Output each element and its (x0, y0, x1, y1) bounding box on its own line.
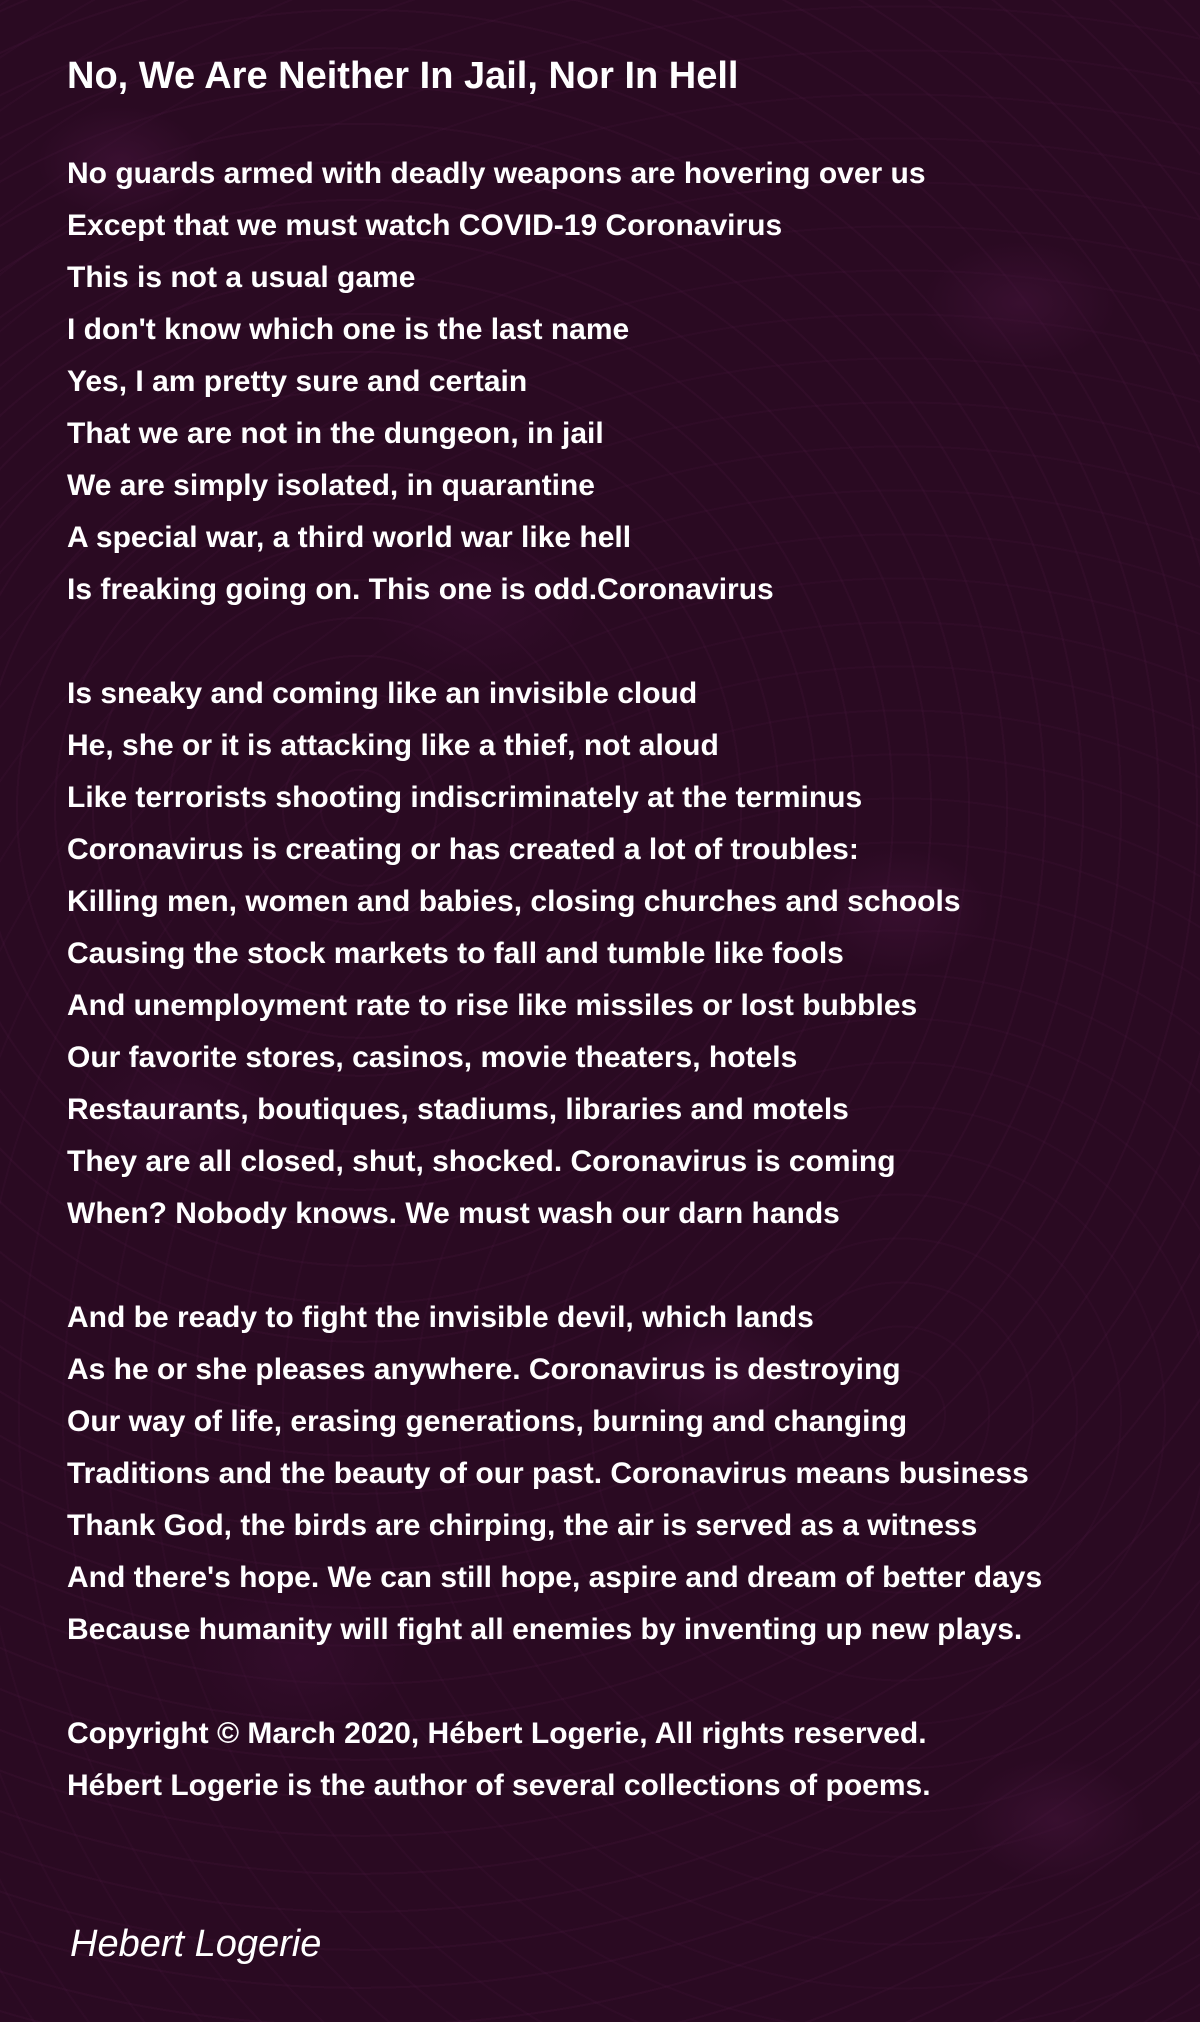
poem-line: This is not a usual game (67, 261, 416, 294)
poem-line: Our way of life, erasing generations, burning and changing (67, 1405, 908, 1438)
poem-line: And there's hope. We can still hope, aspire and dream of better days (67, 1561, 1043, 1594)
poem-body (67, 148, 1167, 1812)
poem-line: As he or she pleases anywhere. Coronavirus is destroying (67, 1353, 901, 1386)
stanza-divider (67, 1240, 1167, 1292)
stanza (67, 1292, 1167, 1656)
poem-line: Is freaking going on. This one is odd.Coronavirus (67, 573, 774, 606)
stanza-divider (67, 616, 1167, 668)
poem-line: That we are not in the dungeon, in jail (67, 417, 604, 450)
stanza (67, 668, 1167, 1240)
poem-line: Killing men, women and babies, closing churches and schools (67, 885, 961, 918)
poem-line: Like terrorists shooting indiscriminately at the terminus (67, 781, 863, 814)
poem-line: And unemployment rate to rise like missiles or lost bubbles (67, 989, 918, 1022)
poem-line: No guards armed with deadly weapons are hovering over us (67, 157, 926, 190)
poem-line: They are all closed, shut, shocked. Coronavirus is coming (67, 1145, 896, 1178)
poem-line: Because humanity will fight all enemies by inventing up new plays. (67, 1613, 1023, 1646)
poem-line: Our favorite stores, casinos, movie theaters, hotels (67, 1041, 798, 1074)
poem-line: We are simply isolated, in quarantine (67, 469, 595, 502)
poem-line: He, she or it is attacking like a thief, not aloud (67, 729, 719, 762)
poem-line: Traditions and the beauty of our past. Coronavirus means business (67, 1457, 1029, 1490)
poem-line: Thank God, the birds are chirping, the air is served as a witness (67, 1509, 978, 1542)
author-signature: Hebert Logerie (70, 1923, 322, 1965)
copyright-block (67, 1708, 1167, 1812)
stanza (67, 148, 1167, 616)
poem-line: Restaurants, boutiques, stadiums, libraries and motels (67, 1093, 849, 1126)
poem-line: A special war, a third world war like hell (67, 521, 632, 554)
poem-line: Causing the stock markets to fall and tumble like fools (67, 937, 844, 970)
stanza-divider (67, 1656, 1167, 1708)
poem-line: When? Nobody knows. We must wash our darn hands (67, 1197, 840, 1230)
poem-line: Yes, I am pretty sure and certain (67, 365, 528, 398)
poem-line: I don't know which one is the last name (67, 313, 630, 346)
poem-line: Is sneaky and coming like an invisible cloud (67, 677, 698, 710)
poem-line: Coronavirus is creating or has created a lot of troubles: (67, 833, 859, 866)
author-note-line: Hébert Logerie is the author of several collections of poems. (67, 1769, 931, 1802)
poem-line: Except that we must watch COVID-19 Coronavirus (67, 209, 783, 242)
copyright-line: Copyright © March 2020, Hébert Logerie, All rights reserved. (67, 1717, 927, 1750)
poem-title: No, We Are Neither In Jail, Nor In Hell (67, 55, 739, 97)
poem-line: And be ready to fight the invisible devil, which lands (67, 1301, 814, 1334)
